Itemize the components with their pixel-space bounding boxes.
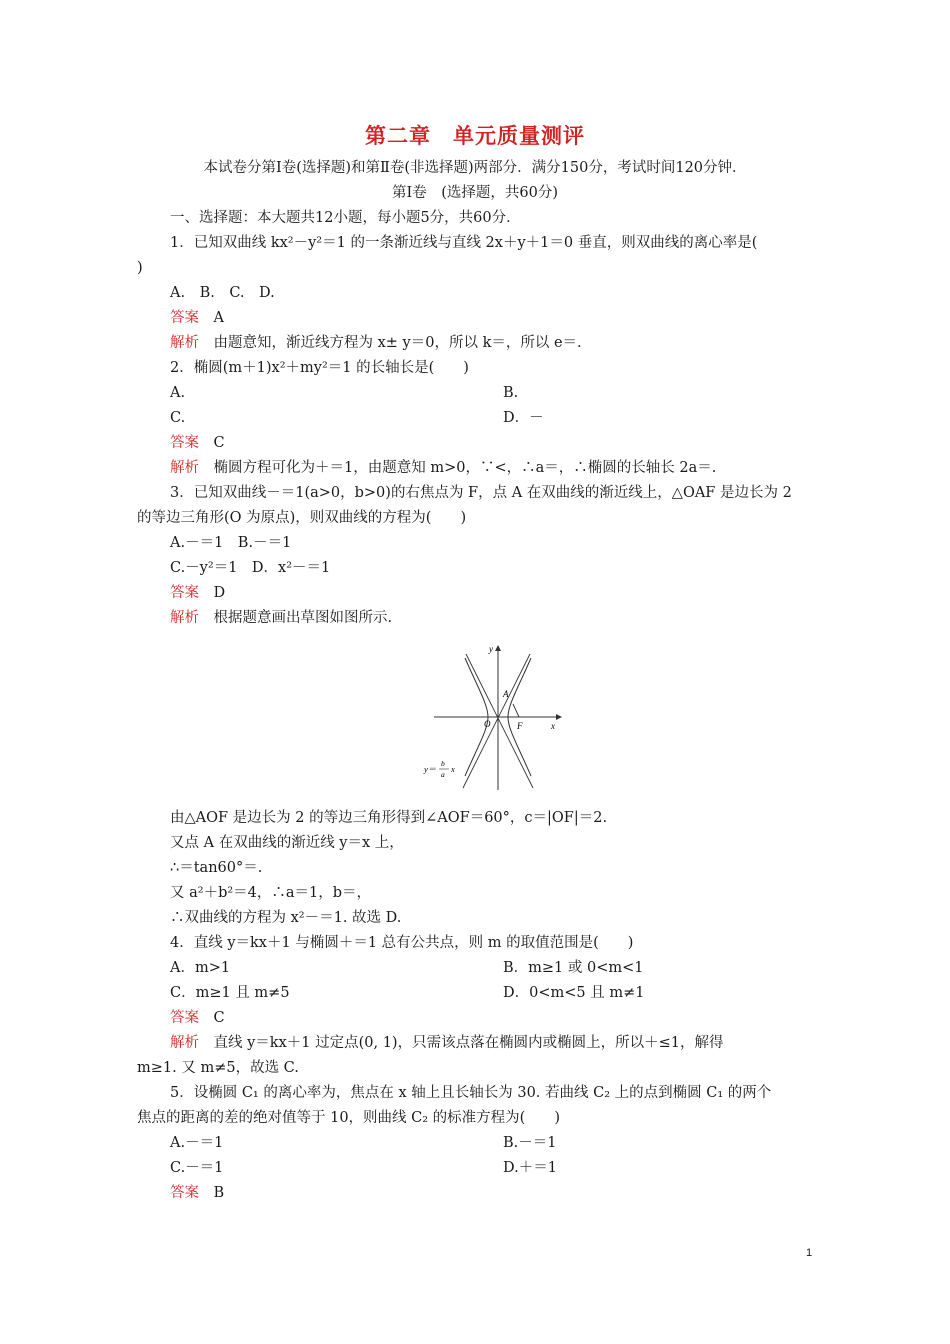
q5-stem: 5．设椭圆 C₁ 的离心率为，焦点在 x 轴上且长轴长为 30. 若曲线 C₂ 上的点到椭圆 C₁ 的两个 — [170, 1085, 772, 1101]
q1-answer-row — [170, 308, 224, 328]
label-a: A — [503, 689, 509, 699]
q1-stem: 1．已知双曲线 kx²－y²＝1 的一条渐近线与直线 2x＋y＋1＝0 垂直，则双曲线的离心率是( — [170, 235, 758, 251]
asym-label-b: b — [441, 759, 445, 768]
q3-solution-5: ∴双曲线的方程为 x²－＝1. 故选 D. — [170, 910, 402, 926]
q4-answer-row — [170, 1008, 225, 1028]
asymptote-neg — [466, 654, 533, 788]
part-heading: 第Ⅰ卷 (选择题，共60分) — [392, 185, 558, 201]
q5-stem-cont: 焦点的距离的差的绝对值等于 10，则曲线 C₂ 的标准方程为( ) — [137, 1110, 560, 1126]
q5-option-a: A.－＝1 — [170, 1135, 224, 1151]
q5-answer: B — [213, 1185, 225, 1201]
q3-answer: D — [213, 585, 226, 601]
q2-option-d: D．－ — [503, 410, 544, 426]
q5-option-b: B.－＝1 — [503, 1135, 557, 1151]
q2-option-b: B. — [503, 385, 519, 401]
q4-option-c: C．m≥1 且 m≠5 — [170, 985, 290, 1001]
label-f: F — [517, 721, 523, 731]
q3-solution-2: 又点 A 在双曲线的渐近线 y＝x 上， — [170, 835, 404, 851]
page-title: 第二章 单元质量测评 — [365, 124, 585, 148]
section-heading: 一、选择题：本大题共12小题，每小题5分，共60分． — [170, 210, 521, 226]
q4-analysis-row — [170, 1033, 723, 1053]
asym-label-y: y＝ — [424, 764, 437, 774]
q2-analysis-row — [170, 458, 716, 478]
analysis-label: 解析 — [170, 335, 199, 351]
q4-option-d: D．0<m<5 且 m≠1 — [503, 985, 645, 1001]
hyperbola-figure — [418, 640, 568, 795]
label-x: x — [551, 721, 555, 731]
q4-stem: 4．直线 y＝kx＋1 与椭圆＋＝1 总有公共点，则 m 的取值范围是( ) — [170, 935, 634, 951]
answer-label: 答案 — [170, 585, 199, 601]
q3-solution-3: ∴＝tan60°＝. — [170, 860, 263, 876]
answer-label: 答案 — [170, 1010, 199, 1026]
q3-stem: 3．已知双曲线－＝1(a>0，b>0)的右焦点为 F，点 A 在双曲线的渐近线上，△OAF 是边长为 2 — [170, 485, 792, 501]
label-o: O — [484, 719, 491, 729]
analysis-label: 解析 — [170, 460, 199, 476]
q2-option-c: C. — [170, 410, 186, 426]
analysis-label: 解析 — [170, 1035, 199, 1051]
q3-analysis: 根据题意画出草图如图所示. — [213, 610, 393, 626]
q2-option-a: A. — [170, 385, 186, 401]
q3-options-cd: C.－y²＝1 D．x²－＝1 — [170, 560, 331, 576]
analysis-label: 解析 — [170, 610, 199, 626]
q2-analysis: 椭圆方程可化为＋＝1，由题意知 m>0，∵<，∴a＝，∴椭圆的长轴长 2a＝. — [213, 460, 717, 476]
q1-analysis: 由题意知，渐近线方程为 x± y＝0，所以 k＝，所以 e＝. — [213, 335, 582, 351]
q4-answer: C — [213, 1010, 225, 1026]
q2-answer-row — [170, 433, 225, 453]
q4-option-b: B．m≥1 或 0<m<1 — [503, 960, 644, 976]
q3-answer-row — [170, 583, 225, 603]
q1-analysis-row — [170, 333, 582, 353]
label-y: y — [489, 644, 493, 654]
q5-option-c: C.－＝1 — [170, 1160, 224, 1176]
answer-label: 答案 — [170, 1185, 199, 1201]
asym-label-a: a — [441, 770, 445, 779]
q1-stem-cont: ) — [137, 260, 143, 276]
answer-label: 答案 — [170, 435, 199, 451]
q2-stem: 2．椭圆(m＋1)x²＋my²＝1 的长轴长是( ) — [170, 360, 469, 376]
q2-answer: C — [213, 435, 225, 451]
q3-stem-cont: 的等边三角形(O 为原点)，则双曲线的方程为( ) — [137, 510, 467, 526]
page-number: 1 — [806, 1247, 813, 1259]
q4-option-a: A．m>1 — [170, 960, 231, 976]
q1-answer: A — [213, 310, 224, 326]
q3-options-ab: A.－＝1 B.－＝1 — [170, 535, 292, 551]
q3-solution-4: 又 a²＋b²＝4，∴a＝1，b＝， — [170, 885, 372, 901]
q1-options: A. B. C. D. — [170, 285, 275, 301]
segment-af — [513, 704, 519, 717]
q5-answer-row — [170, 1183, 224, 1203]
q4-analysis: 直线 y＝kx＋1 过定点(0, 1)，只需该点落在椭圆内或椭圆上，所以＋≤1，解得 — [213, 1035, 724, 1051]
q3-solution-1: 由△AOF 是边长为 2 的等边三角形得到∠AOF＝60°，c＝|OF|＝2. — [170, 810, 608, 826]
asym-label-x: x — [451, 764, 455, 774]
q4-analysis-cont: m≥1. 又 m≠5，故选 C. — [137, 1060, 299, 1076]
answer-label: 答案 — [170, 310, 199, 326]
q3-analysis-row — [170, 608, 392, 628]
q5-option-d: D.＋＝1 — [503, 1160, 557, 1176]
intro-text: 本试卷分第Ⅰ卷(选择题)和第Ⅱ卷(非选择题)两部分．满分150分，考试时间120分钟． — [203, 160, 747, 176]
